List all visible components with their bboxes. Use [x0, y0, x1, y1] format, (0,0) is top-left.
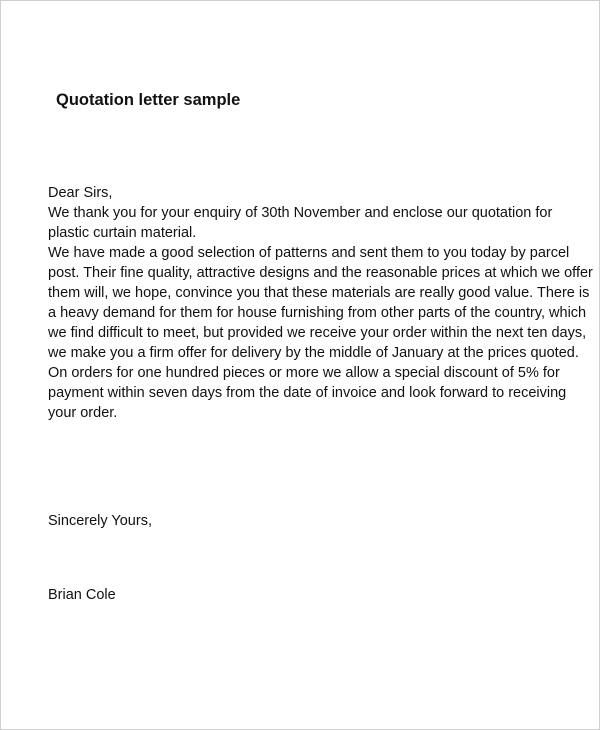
document-title: Quotation letter sample: [56, 91, 241, 109]
paragraph-line: plastic curtain material.: [48, 225, 197, 241]
paragraph-line: We thank you for your enquiry of 30th November and enclose our quotation for: [48, 205, 553, 221]
paragraph-line: we make you a firm offer for delivery by the middle of January at the prices quoted.: [48, 345, 579, 361]
paragraph-line: post. Their fine quality, attractive designs and the reasonable prices at which we offer: [48, 265, 593, 281]
paragraph-line: we find difficult to meet, but provided we receive your order within the next ten days,: [48, 325, 587, 341]
paragraph-line: them will, we hope, convince you that these materials are really good value. There is: [48, 285, 590, 301]
closing: Sincerely Yours,: [48, 513, 152, 529]
paragraph-line: your order.: [48, 405, 118, 421]
salutation: Dear Sirs,: [48, 185, 113, 201]
signature-name: Brian Cole: [48, 587, 116, 603]
paragraph-line: a heavy demand for them for house furnishing from other parts of the country, which: [48, 305, 587, 321]
paragraph-line: On orders for one hundred pieces or more we allow a special discount of 5% for: [48, 365, 560, 381]
paragraph-offer-details: [48, 243, 593, 363]
paragraph-line: We have made a good selection of patterns and sent them to you today by parcel: [48, 245, 570, 261]
paragraph-line: payment within seven days from the date of invoice and look forward to receiving: [48, 385, 567, 401]
letter-body: [48, 183, 593, 423]
paragraph-discount-terms: [48, 363, 588, 423]
paragraph-enquiry-thanks: [48, 203, 588, 243]
